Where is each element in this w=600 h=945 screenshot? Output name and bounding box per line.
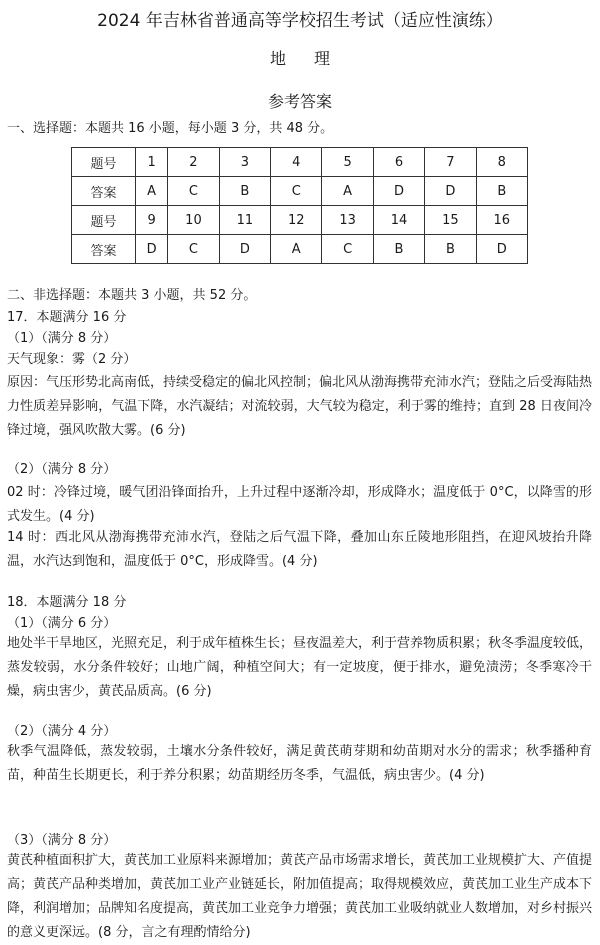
table-row: [72, 235, 528, 264]
table-cell: 13: [322, 206, 373, 235]
table-cell: 题号: [72, 206, 136, 235]
q18-part2-title: （2）（满分 4 分）: [7, 724, 117, 739]
table-cell: 题号: [72, 148, 136, 177]
table-cell: 7: [425, 148, 476, 177]
table-cell: A: [271, 235, 322, 264]
exam-title: 2024 年吉林省普通高等学校招生考试（适应性演练）: [97, 11, 503, 31]
q17-part1-reason: 原因：气压形势北高南低，持续受稳定的偏北风控制；偏北风从渤海携带充沛水汽；登陆之后受海陆热力性质差异影响，气温下降，水汽凝结；对流较弱，大气较为稳定，利于雾的维持；直到 28 日夜间冷锋过境，强风吹散大雾。(6 分): [7, 375, 593, 438]
table-cell: 1: [136, 148, 168, 177]
q18-title: 18．本题满分 18 分: [7, 595, 127, 610]
table-cell: 5: [322, 148, 373, 177]
table-cell: 10: [168, 206, 219, 235]
table-cell: C: [322, 235, 373, 264]
section2-heading: 二、非选择题：本题共 3 小题，共 52 分。: [7, 288, 257, 303]
table-cell: 12: [271, 206, 322, 235]
table-cell: 9: [136, 206, 168, 235]
table-row: [72, 177, 528, 206]
table-cell: C: [271, 177, 322, 206]
q17-part1-title: （1）（满分 8 分）: [7, 331, 117, 346]
table-cell: 8: [476, 148, 527, 177]
table-cell: B: [476, 177, 527, 206]
table-cell: C: [168, 177, 219, 206]
q18-part3-answer: 黄芪种植面积扩大，黄芪加工业原料来源增加；黄芪产品市场需求增长，黄芪加工业规模扩大、产值提高；黄芪产品种类增加，黄芪加工业产业链延长，附加值提高；取得规模效应，黄芪加工业生产成本下降，利润增加；品牌知名度提高，黄芪加工业竞争力增强；黄芪加工业吸纳就业人数增加，对乡村振兴的意义更深远。(8 分，言之有理酌情给分): [7, 853, 593, 940]
q17-part2-02h: 02 时：冷锋过境，暖气团沿锋面抬升，上升过程中逐渐冷却，形成降水；温度低于 0°C，以降雪的形式发生。(4 分): [7, 485, 592, 524]
section1-heading: 一、选择题：本题共 16 小题，每小题 3 分，共 48 分。: [7, 121, 334, 136]
table-cell: D: [373, 177, 424, 206]
table-row: [72, 148, 528, 177]
table-cell: 答案: [72, 177, 136, 206]
table-cell: 答案: [72, 235, 136, 264]
table-cell: A: [322, 177, 373, 206]
q17-part2-title: （2）（满分 8 分）: [7, 462, 117, 477]
table-cell: A: [136, 177, 168, 206]
table-cell: 3: [219, 148, 270, 177]
table-cell: 15: [425, 206, 476, 235]
table-row: [72, 206, 528, 235]
table-cell: 11: [219, 206, 270, 235]
table-cell: 4: [271, 148, 322, 177]
answer-table: [71, 147, 528, 264]
table-cell: 16: [476, 206, 527, 235]
q17-title: 17．本题满分 16 分: [7, 310, 127, 325]
table-cell: D: [425, 177, 476, 206]
q18-part1-answer: 地处半干旱地区，光照充足，利于成年植株生长；昼夜温差大，利于营养物质积累；秋冬季温度较低，蒸发较弱，水分条件较好；山地广阔，种植空间大；有一定坡度，便于排水，避免渍涝；冬季寒冷干燥，病虫害少，黄芪品质高。(6 分): [7, 636, 593, 699]
table-cell: B: [425, 235, 476, 264]
table-cell: 6: [373, 148, 424, 177]
q18-part1-title: （1）（满分 6 分）: [7, 616, 117, 631]
answer-key-title: 参考答案: [267, 92, 332, 111]
table-cell: B: [373, 235, 424, 264]
q17-part2-14h: 14 时：西北风从渤海携带充沛水汽，登陆之后气温下降，叠加山东丘陵地形阻挡，在迎风坡抬升降温，水汽达到饱和，温度低于 0°C，形成降雪。(4 分): [7, 530, 592, 569]
table-cell: 14: [373, 206, 424, 235]
subject-title: 地理: [269, 49, 358, 68]
q18-part3-title: （3）（满分 8 分）: [7, 833, 117, 848]
table-cell: D: [136, 235, 168, 264]
table-cell: D: [476, 235, 527, 264]
q18-part2-answer: 秋季气温降低，蒸发较弱，土壤水分条件较好，满足黄芪萌芽期和幼苗期对水分的需求；秋季播种育苗，种苗生长期更长，利于养分积累；幼苗期经历冬季，气温低，病虫害少。(4 分): [7, 744, 592, 783]
table-cell: C: [168, 235, 219, 264]
q17-part1-phenomenon: 天气现象：雾（2 分）: [7, 352, 137, 367]
table-cell: D: [219, 235, 270, 264]
table-cell: B: [219, 177, 270, 206]
table-cell: 2: [168, 148, 219, 177]
